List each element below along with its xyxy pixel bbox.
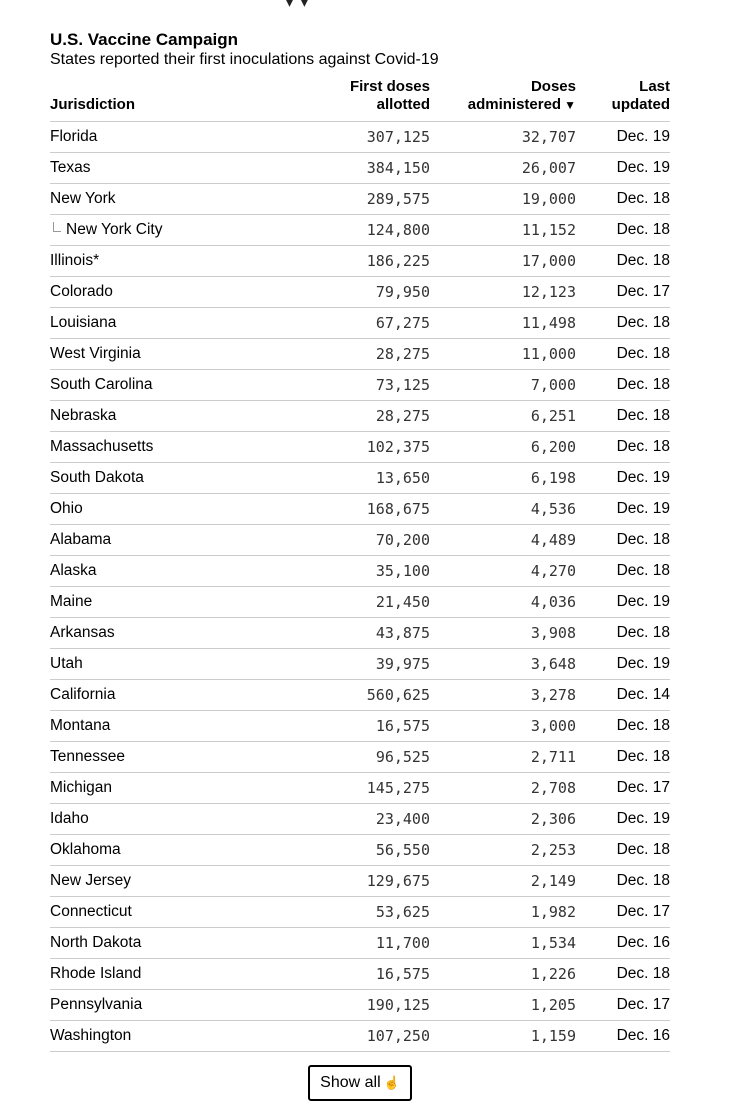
table-row <box>50 246 670 277</box>
jurisdiction-cell <box>50 773 310 804</box>
last-updated-cell: Dec. 16 <box>576 1021 670 1052</box>
doses-administered-cell: 4,036 <box>430 587 576 618</box>
jurisdiction-cell <box>50 339 310 370</box>
doses-administered-cell: 19,000 <box>430 184 576 215</box>
table-row <box>50 866 670 897</box>
doses-administered-cell: 2,306 <box>430 804 576 835</box>
doses-administered-cell: 4,270 <box>430 556 576 587</box>
jurisdiction-name: Massachusetts <box>50 438 154 455</box>
doses-administered-cell: 1,982 <box>430 897 576 928</box>
doses-administered-cell: 7,000 <box>430 370 576 401</box>
jurisdiction-cell <box>50 122 310 153</box>
table-row <box>50 308 670 339</box>
jurisdiction-cell <box>50 432 310 463</box>
jurisdiction-cell <box>50 246 310 277</box>
jurisdiction-cell <box>50 370 310 401</box>
jurisdiction-cell <box>50 308 310 339</box>
table-body <box>50 122 670 1052</box>
jurisdiction-name: Montana <box>50 717 111 734</box>
jurisdiction-cell <box>50 680 310 711</box>
jurisdiction-name: Michigan <box>50 779 113 796</box>
jurisdiction-name: Ohio <box>50 500 83 517</box>
jurisdiction-name: Texas <box>50 159 91 176</box>
first-doses-cell: 67,275 <box>310 308 430 339</box>
table-row <box>50 339 670 370</box>
jurisdiction-cell <box>50 277 310 308</box>
doses-administered-cell: 2,711 <box>430 742 576 773</box>
jurisdiction-cell <box>50 866 310 897</box>
last-updated-cell: Dec. 19 <box>576 804 670 835</box>
first-doses-cell: 16,575 <box>310 711 430 742</box>
jurisdiction-cell <box>50 184 310 215</box>
last-updated-cell: Dec. 16 <box>576 928 670 959</box>
table-row <box>50 835 670 866</box>
doses-administered-cell: 1,226 <box>430 959 576 990</box>
first-doses-cell: 129,675 <box>310 866 430 897</box>
last-updated-cell: Dec. 18 <box>576 742 670 773</box>
last-updated-cell: Dec. 18 <box>576 370 670 401</box>
table-row <box>50 215 670 246</box>
jurisdiction-name: Oklahoma <box>50 841 121 858</box>
jurisdiction-name: Maine <box>50 593 93 610</box>
first-doses-cell: 11,700 <box>310 928 430 959</box>
doses-administered-cell: 1,159 <box>430 1021 576 1052</box>
first-doses-cell: 124,800 <box>310 215 430 246</box>
jurisdiction-name: Colorado <box>50 283 113 300</box>
last-updated-cell: Dec. 18 <box>576 184 670 215</box>
jurisdiction-name: Washington <box>50 1027 132 1044</box>
first-doses-cell: 73,125 <box>310 370 430 401</box>
jurisdiction-cell <box>50 742 310 773</box>
show-all-button[interactable] <box>308 1065 412 1101</box>
jurisdiction-cell <box>50 401 310 432</box>
table-row <box>50 277 670 308</box>
hand-pointer-icon: ☝ <box>383 1075 400 1090</box>
jurisdiction-name: California <box>50 686 116 703</box>
last-updated-cell: Dec. 18 <box>576 618 670 649</box>
jurisdiction-cell <box>50 649 310 680</box>
first-doses-cell: 56,550 <box>310 835 430 866</box>
jurisdiction-cell <box>50 525 310 556</box>
last-updated-cell: Dec. 19 <box>576 122 670 153</box>
last-updated-cell: Dec. 18 <box>576 401 670 432</box>
column-header-jurisdiction[interactable]: Jurisdiction <box>50 78 310 122</box>
table-row <box>50 928 670 959</box>
first-doses-cell: 28,275 <box>310 401 430 432</box>
last-updated-cell: Dec. 19 <box>576 153 670 184</box>
jurisdiction-name: South Carolina <box>50 376 153 393</box>
jurisdiction-cell <box>50 215 310 246</box>
table-row <box>50 494 670 525</box>
jurisdiction-name: Pennsylvania <box>50 996 143 1013</box>
table-row <box>50 556 670 587</box>
table-row <box>50 959 670 990</box>
doses-administered-cell: 2,149 <box>430 866 576 897</box>
first-doses-cell: 28,275 <box>310 339 430 370</box>
vaccine-table-widget <box>50 30 670 1101</box>
last-updated-cell: Dec. 18 <box>576 835 670 866</box>
table-row <box>50 153 670 184</box>
doses-administered-cell: 2,253 <box>430 835 576 866</box>
doses-administered-cell: 1,205 <box>430 990 576 1021</box>
jurisdiction-cell <box>50 897 310 928</box>
table-row <box>50 649 670 680</box>
doses-administered-cell: 2,708 <box>430 773 576 804</box>
jurisdiction-cell <box>50 804 310 835</box>
doses-administered-cell: 3,908 <box>430 618 576 649</box>
doses-administered-cell: 17,000 <box>430 246 576 277</box>
jurisdiction-name: Arkansas <box>50 624 115 641</box>
first-doses-cell: 186,225 <box>310 246 430 277</box>
first-doses-cell: 560,625 <box>310 680 430 711</box>
table-row <box>50 897 670 928</box>
first-doses-cell: 43,875 <box>310 618 430 649</box>
jurisdiction-name: New Jersey <box>50 872 131 889</box>
last-updated-cell: Dec. 18 <box>576 215 670 246</box>
table-row <box>50 680 670 711</box>
doses-administered-cell: 6,198 <box>430 463 576 494</box>
first-doses-cell: 107,250 <box>310 1021 430 1052</box>
jurisdiction-name: Tennessee <box>50 748 125 765</box>
jurisdiction-cell <box>50 463 310 494</box>
jurisdiction-cell <box>50 928 310 959</box>
doses-administered-cell: 6,251 <box>430 401 576 432</box>
table-row <box>50 122 670 153</box>
table-header-row <box>50 78 670 122</box>
jurisdiction-name: Florida <box>50 128 98 145</box>
last-updated-cell: Dec. 18 <box>576 866 670 897</box>
first-doses-cell: 145,275 <box>310 773 430 804</box>
table-row <box>50 432 670 463</box>
jurisdiction-cell <box>50 835 310 866</box>
column-header-doses-administered[interactable]: Doses administered ▼ <box>430 78 576 122</box>
table-row <box>50 742 670 773</box>
table-row <box>50 525 670 556</box>
jurisdiction-cell <box>50 587 310 618</box>
jurisdiction-cell <box>50 556 310 587</box>
last-updated-cell: Dec. 19 <box>576 494 670 525</box>
jurisdiction-cell <box>50 494 310 525</box>
doses-administered-cell: 11,000 <box>430 339 576 370</box>
first-doses-cell: 35,100 <box>310 556 430 587</box>
vaccine-table <box>50 78 670 1052</box>
last-updated-cell: Dec. 19 <box>576 463 670 494</box>
first-doses-cell: 23,400 <box>310 804 430 835</box>
last-updated-cell: Dec. 18 <box>576 959 670 990</box>
page-subtitle: States reported their first inoculations against Covid-19 <box>50 51 439 68</box>
first-doses-cell: 168,675 <box>310 494 430 525</box>
table-row <box>50 804 670 835</box>
first-doses-cell: 307,125 <box>310 122 430 153</box>
table-row <box>50 1021 670 1052</box>
doses-administered-cell: 4,489 <box>430 525 576 556</box>
jurisdiction-name: North Dakota <box>50 934 142 951</box>
doses-administered-cell: 3,648 <box>430 649 576 680</box>
last-updated-cell: Dec. 17 <box>576 897 670 928</box>
jurisdiction-name: Louisiana <box>50 314 117 331</box>
sub-item-connector-icon <box>53 222 61 232</box>
doses-administered-cell: 26,007 <box>430 153 576 184</box>
doses-administered-cell: 4,536 <box>430 494 576 525</box>
jurisdiction-cell <box>50 711 310 742</box>
first-doses-cell: 96,525 <box>310 742 430 773</box>
last-updated-cell: Dec. 19 <box>576 649 670 680</box>
table-row <box>50 711 670 742</box>
table-row <box>50 401 670 432</box>
last-updated-cell: Dec. 18 <box>576 339 670 370</box>
doses-administered-cell: 1,534 <box>430 928 576 959</box>
table-row <box>50 990 670 1021</box>
doses-administered-cell: 3,000 <box>430 711 576 742</box>
first-doses-cell: 16,575 <box>310 959 430 990</box>
table-row <box>50 618 670 649</box>
jurisdiction-name: West Virginia <box>50 345 141 362</box>
jurisdiction-name: Illinois* <box>50 252 100 269</box>
last-updated-cell: Dec. 18 <box>576 432 670 463</box>
last-updated-cell: Dec. 18 <box>576 246 670 277</box>
first-doses-cell: 79,950 <box>310 277 430 308</box>
jurisdiction-cell <box>50 1021 310 1052</box>
last-updated-cell: Dec. 18 <box>576 525 670 556</box>
doses-administered-cell: 32,707 <box>430 122 576 153</box>
jurisdiction-name: Connecticut <box>50 903 132 920</box>
last-updated-cell: Dec. 18 <box>576 556 670 587</box>
first-doses-cell: 39,975 <box>310 649 430 680</box>
page-title: U.S. Vaccine Campaign <box>50 30 239 49</box>
jurisdiction-name: Alaska <box>50 562 97 579</box>
last-updated-cell: Dec. 18 <box>576 308 670 339</box>
clipped-header-glyph: ▾ ▾ <box>286 0 310 10</box>
sort-descending-icon: ▼ <box>564 98 576 112</box>
last-updated-cell: Dec. 14 <box>576 680 670 711</box>
jurisdiction-name: Rhode Island <box>50 965 142 982</box>
table-row <box>50 463 670 494</box>
doses-administered-cell: 6,200 <box>430 432 576 463</box>
column-header-first-doses[interactable]: First doses allotted <box>310 78 430 122</box>
jurisdiction-name: Alabama <box>50 531 112 548</box>
last-updated-cell: Dec. 17 <box>576 990 670 1021</box>
jurisdiction-name: Nebraska <box>50 407 117 424</box>
first-doses-cell: 384,150 <box>310 153 430 184</box>
jurisdiction-name: New York <box>50 190 116 207</box>
doses-administered-cell: 3,278 <box>430 680 576 711</box>
last-updated-cell: Dec. 17 <box>576 277 670 308</box>
first-doses-cell: 21,450 <box>310 587 430 618</box>
jurisdiction-cell <box>50 618 310 649</box>
first-doses-cell: 13,650 <box>310 463 430 494</box>
show-all-label: Show all <box>320 1074 381 1091</box>
first-doses-cell: 53,625 <box>310 897 430 928</box>
first-doses-cell: 289,575 <box>310 184 430 215</box>
doses-administered-cell: 11,498 <box>430 308 576 339</box>
column-header-last-updated[interactable]: Last updated <box>576 78 670 122</box>
doses-administered-cell: 12,123 <box>430 277 576 308</box>
jurisdiction-name: South Dakota <box>50 469 144 486</box>
last-updated-cell: Dec. 18 <box>576 711 670 742</box>
first-doses-cell: 102,375 <box>310 432 430 463</box>
doses-administered-cell: 11,152 <box>430 215 576 246</box>
jurisdiction-name: Idaho <box>50 810 89 827</box>
jurisdiction-cell <box>50 153 310 184</box>
jurisdiction-name: Utah <box>50 655 83 672</box>
table-row <box>50 184 670 215</box>
last-updated-cell: Dec. 17 <box>576 773 670 804</box>
jurisdiction-cell <box>50 959 310 990</box>
first-doses-cell: 70,200 <box>310 525 430 556</box>
jurisdiction-name: New York City <box>66 221 163 238</box>
table-row <box>50 370 670 401</box>
first-doses-cell: 190,125 <box>310 990 430 1021</box>
table-row <box>50 587 670 618</box>
table-row <box>50 773 670 804</box>
jurisdiction-cell <box>50 990 310 1021</box>
last-updated-cell: Dec. 19 <box>576 587 670 618</box>
